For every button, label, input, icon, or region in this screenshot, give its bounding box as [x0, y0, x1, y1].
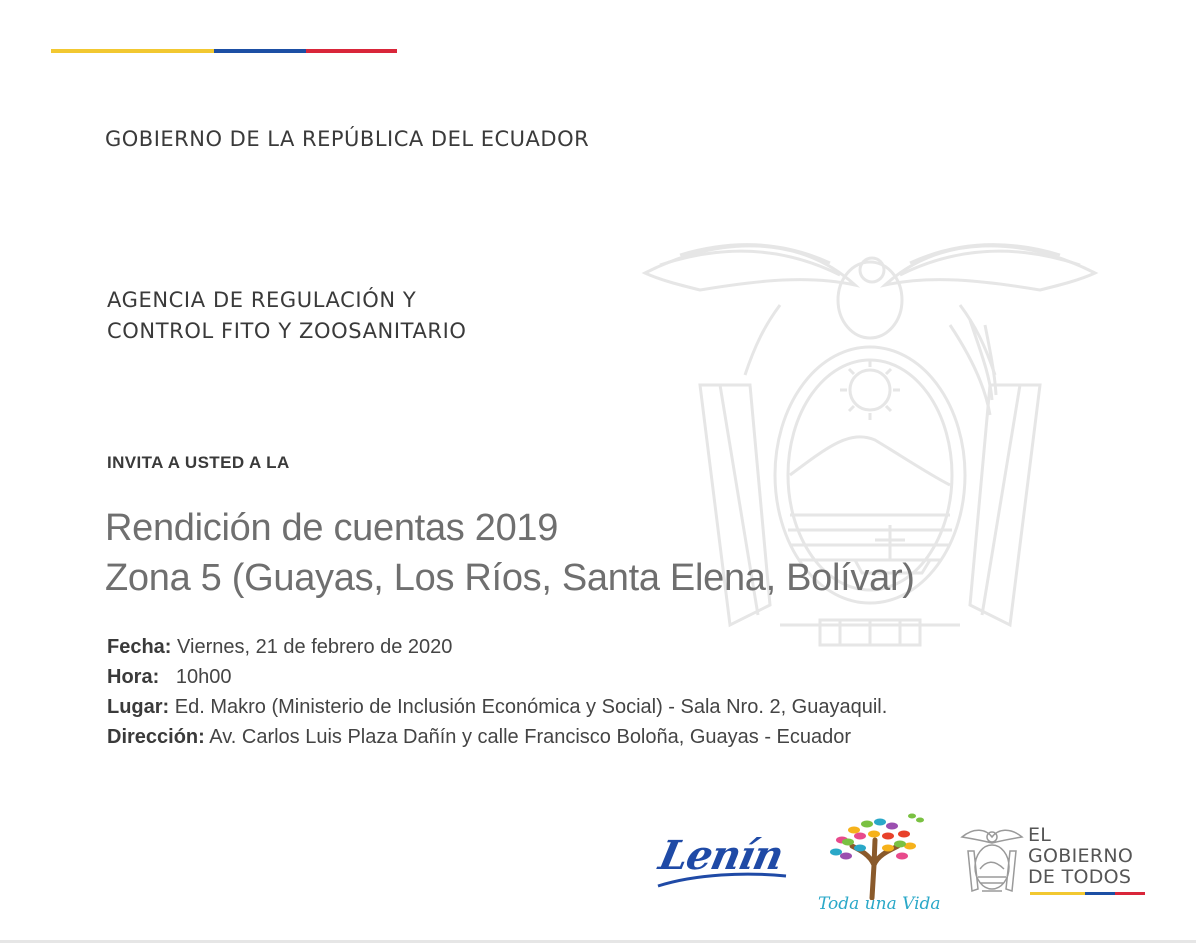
event-title-line1: Rendición de cuentas 2019 [105, 507, 559, 549]
lenin-signature: Lenín [655, 832, 787, 879]
detail-row-lugar [107, 692, 887, 722]
gobierno-de-todos-logo [960, 825, 1150, 900]
lenin-logo [656, 832, 788, 890]
detail-row-direccion [107, 722, 887, 752]
gob-text-line1: EL [1028, 824, 1052, 846]
flag-yellow-stripe [51, 49, 214, 53]
event-title [105, 503, 915, 603]
invitation-intro: INVITA A USTED A LA [107, 453, 290, 472]
direccion-value: Av. Carlos Luis Plaza Dañín y calle Francisco Boloña, Guayas - Ecuador [209, 726, 852, 748]
event-details [107, 632, 887, 752]
hora-value: 10h00 [175, 666, 232, 688]
government-title: GOBIERNO DE LA REPÚBLICA DEL ECUADOR [105, 127, 590, 151]
flag-red-stripe [306, 49, 397, 53]
event-title-line2: Zona 5 (Guayas, Los Ríos, Santa Elena, Bolívar) [105, 557, 915, 599]
tree-icon [812, 810, 937, 900]
toda-una-vida-tagline: Toda una Vida [818, 894, 941, 914]
hora-label: Hora: [107, 666, 160, 688]
agency-name-line2: CONTROL FITO Y ZOOSANITARIO [107, 319, 467, 343]
mini-flag-blue [1085, 892, 1115, 895]
fecha-value: Viernes, 21 de febrero de 2020 [177, 636, 453, 658]
fecha-label: Fecha: [107, 636, 172, 658]
mini-flag-red [1115, 892, 1145, 895]
gob-text-line2: GOBIERNO [1028, 845, 1134, 867]
flag-blue-stripe [214, 49, 306, 53]
mini-flag-yellow [1030, 892, 1085, 895]
detail-row-hora [107, 662, 887, 692]
small-coat-of-arms-icon [960, 825, 1024, 897]
gobierno-de-todos-text [1028, 825, 1133, 888]
gob-text-line3: DE TODOS [1028, 866, 1132, 888]
lugar-value: Ed. Makro (Ministerio de Inclusión Económica y Social) - Sala Nro. 2, Guayaquil. [174, 696, 888, 718]
gob-mini-flag-bar [1030, 892, 1145, 895]
direccion-label: Dirección: [107, 726, 205, 748]
toda-una-vida-logo [812, 810, 941, 918]
agency-name-line1: AGENCIA DE REGULACIÓN Y [107, 288, 417, 312]
lugar-label: Lugar: [107, 696, 170, 718]
agency-name [107, 285, 467, 347]
flag-color-bar [51, 49, 397, 53]
detail-row-fecha [107, 632, 887, 662]
lenin-swoosh-icon [656, 866, 788, 890]
